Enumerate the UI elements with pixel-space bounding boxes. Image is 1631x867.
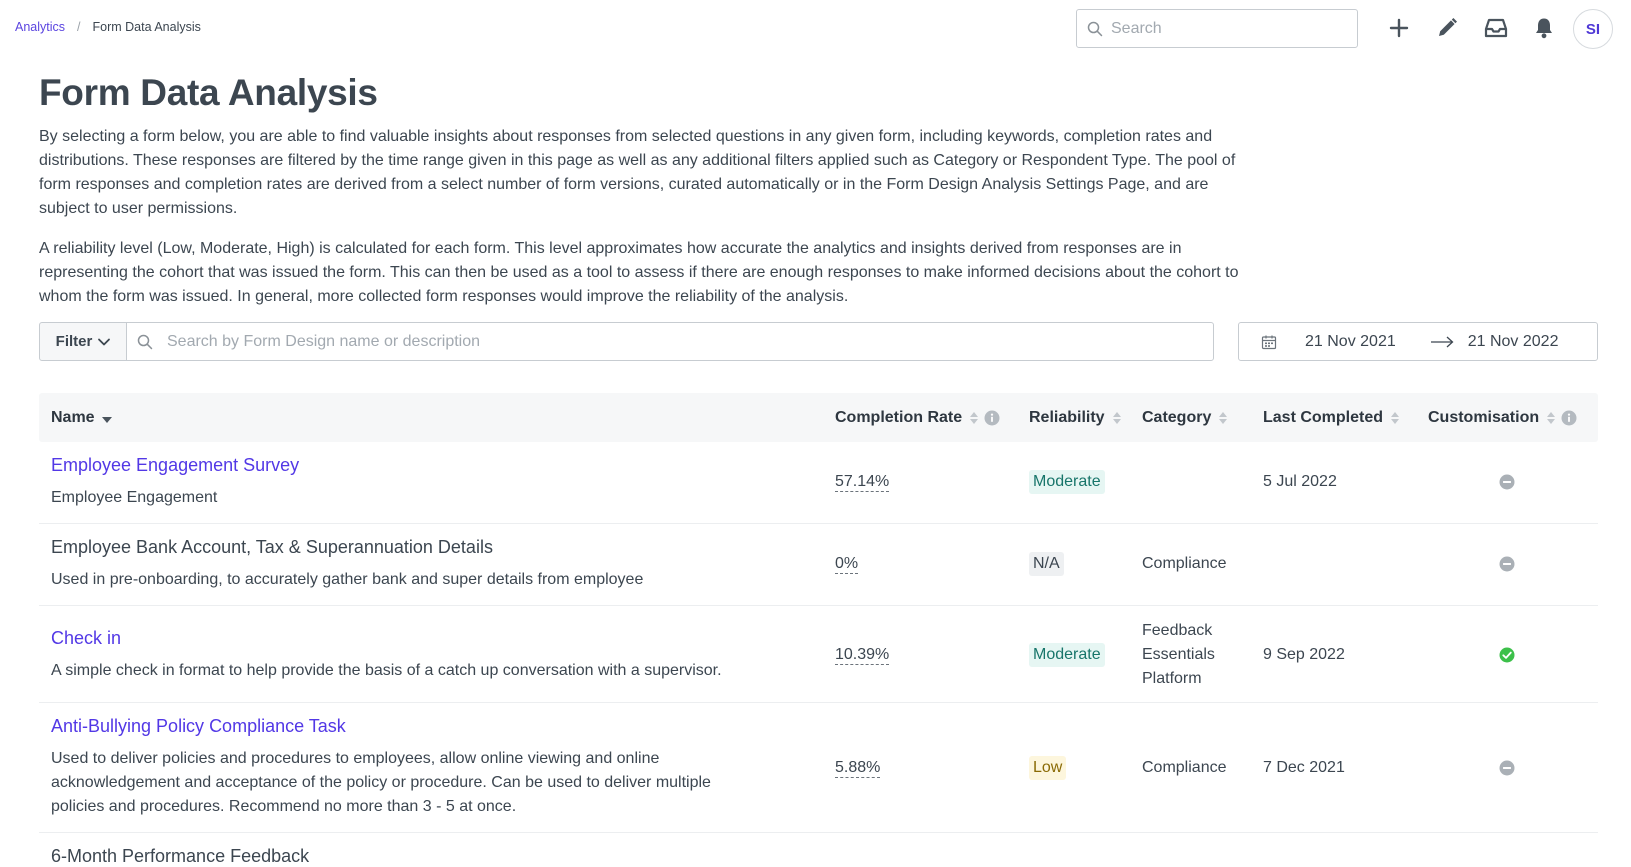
category-line: Essentials [1142,646,1215,663]
sort-icon [1112,410,1122,426]
notifications-button[interactable] [1528,12,1560,44]
filter-label: Filter [55,333,93,350]
chevron-down-icon [98,338,110,346]
breadcrumb [15,20,201,34]
reliability-badge: N/A [1029,552,1064,576]
sort-icon [1390,410,1400,426]
date-range-picker[interactable] [1238,322,1598,361]
not-customised-icon [1499,556,1515,572]
date-to[interactable]: 21 Nov 2022 [1467,332,1559,350]
arrow-right-icon [1430,336,1454,348]
edit-button[interactable] [1431,12,1463,44]
column-header-label: Customisation [1428,408,1540,426]
info-icon[interactable] [984,410,1000,426]
inbox-button[interactable] [1480,12,1512,44]
completion-rate[interactable]: 57.14% [835,473,890,490]
page-description-2: A reliability level (Low, Moderate, High) is calculated for each form. This level approximates how accurate the analytics and insights derived from responses are in representing the cohort that was issued the form. This can then be used as a tool to assess if there are enough responses to make informed decisions about the cohort to whom the form was issued. In general, more collected form responses would improve the reliability of the analysis. [39,240,1239,305]
column-header-label: Name [51,408,95,426]
date-from[interactable]: 21 Nov 2021 [1305,332,1396,350]
bell-icon [1534,17,1554,39]
user-avatar[interactable]: SI [1573,9,1613,49]
table-header [39,393,1598,442]
form-description: A simple check in format to help provide the basis of a catch up conversation with a supervisor. [51,662,722,679]
column-header-label: Completion Rate [835,408,963,426]
column-header-completion-rate[interactable] [835,393,1000,442]
column-header-last-completed[interactable] [1263,393,1400,442]
add-button[interactable] [1383,12,1415,44]
search-icon [1087,21,1103,37]
completion-rate[interactable]: 5.88% [835,759,881,776]
sort-descending-icon [102,416,112,424]
table-row[interactable] [39,703,1598,833]
column-header-reliability[interactable] [1029,393,1122,442]
column-header-label: Last Completed [1263,408,1384,426]
not-customised-icon [1499,760,1515,776]
column-header-name[interactable] [51,393,112,442]
reliability-badge: Moderate [1029,470,1105,494]
form-description: Used in pre-onboarding, to accurately gather bank and super details from employee [51,571,644,588]
column-header-label: Reliability [1029,408,1105,426]
category-line: Feedback [1142,622,1213,639]
category: Compliance [1142,555,1227,572]
reliability-badge: Low [1029,756,1066,780]
check-circle-icon [1499,647,1515,663]
form-title[interactable]: 6-Month Performance Feedback [51,846,310,866]
form-description [51,747,771,819]
form-design-search[interactable] [126,322,1214,361]
last-completed: 9 Sep 2022 [1263,646,1345,663]
sort-icon [969,410,979,426]
info-icon[interactable] [1561,410,1577,426]
column-header-label: Category [1142,408,1212,426]
inbox-icon [1485,18,1507,38]
page-title: Form Data Analysis [39,72,378,113]
form-description-line: acknowledgement and acceptance of the policy or procedure. Can be used to deliver multiple [51,774,711,791]
page-description-1: By selecting a form below, you are able to find valuable insights about responses from selected questions in any given form, including keywords, completion rates and distributions. These responses are filtered by the time range given in this page as well as any additional filters applied such as Category or Respondent Type. The pool of form responses and completion rates are derived from a select number of form versions, curated automatically or in the Form Design Analysis Settings Page, and are subject to user permissions. [39,128,1236,217]
filter-button[interactable] [39,322,127,361]
pencil-icon [1436,17,1458,39]
plus-icon [1389,18,1409,38]
form-title-link[interactable]: Check in [51,628,122,648]
category-line: Platform [1142,670,1202,687]
sort-icon [1546,410,1556,426]
last-completed: 5 Jul 2022 [1263,473,1337,490]
column-header-customisation[interactable] [1428,393,1577,442]
form-design-search-input[interactable] [167,333,1167,351]
table-row[interactable] [39,606,1598,703]
last-completed: 7 Dec 2021 [1263,759,1345,776]
calendar-icon [1261,334,1277,350]
category: Compliance [1142,759,1227,776]
table-row[interactable] [39,442,1598,524]
form-description: Employee Engagement [51,489,218,506]
completion-rate[interactable]: 10.39% [835,646,890,663]
form-title[interactable]: Employee Bank Account, Tax & Superannuation Details [51,537,493,557]
table-row[interactable] [39,524,1598,606]
reliability-badge: Moderate [1029,643,1105,667]
form-description-line: Used to deliver policies and procedures to employees, allow online viewing and online [51,750,660,767]
form-title-link[interactable]: Anti-Bullying Policy Compliance Task [51,716,346,736]
completion-rate[interactable]: 0% [835,555,859,572]
table-row[interactable] [39,833,1598,866]
not-customised-icon [1499,474,1515,490]
sort-icon [1218,410,1228,426]
breadcrumb-current: Form Data Analysis [92,20,201,34]
form-description-line: policies and procedures. Recommend no more than 3 - 5 at once. [51,798,517,815]
global-search[interactable] [1076,9,1358,48]
form-analysis-table [39,393,1598,866]
breadcrumb-analytics-link[interactable]: Analytics [15,20,66,34]
form-title-link[interactable]: Employee Engagement Survey [51,455,300,475]
search-icon [137,334,153,350]
column-header-category[interactable] [1142,393,1228,442]
top-bar [0,0,1631,56]
global-search-input[interactable] [1111,20,1331,38]
breadcrumb-separator: / [77,20,81,34]
category [1142,619,1215,691]
